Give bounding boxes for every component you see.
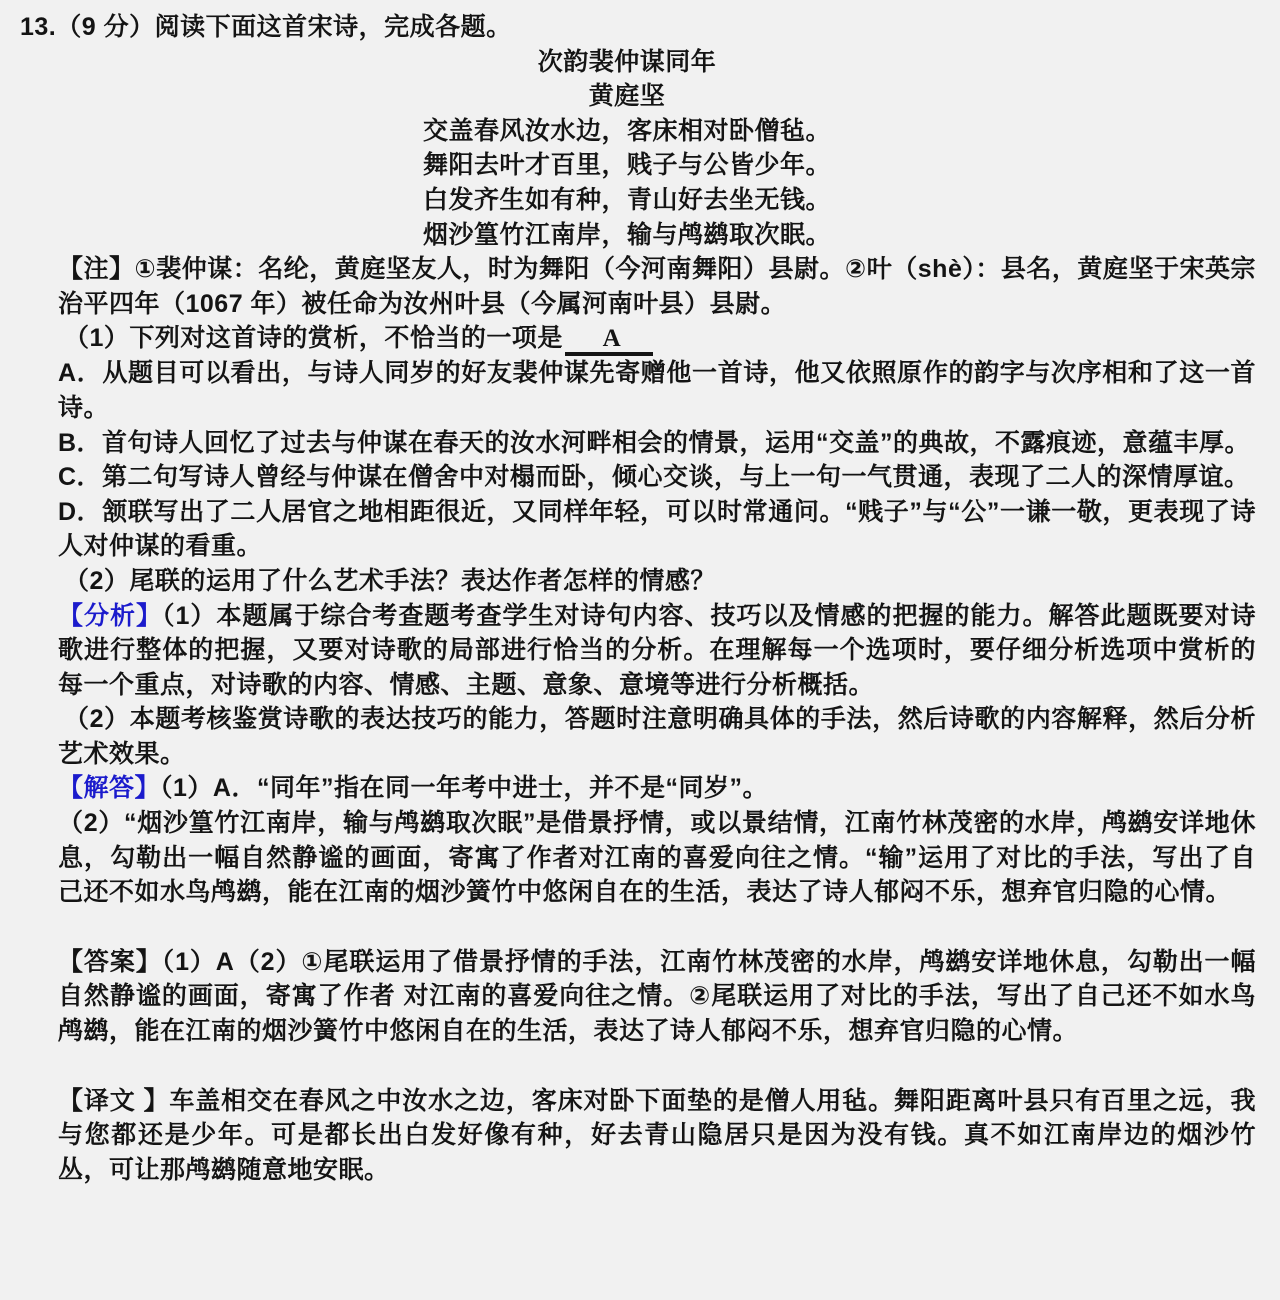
poem-note: 【注】①裴仲谋：名纶，黄庭坚友人，时为舞阳（今河南舞阳）县尉。②叶（shè）：县名，黄庭坚于宋英宗治平四年（1067 年）被任命为汝州叶县（今属河南叶县）县尉。 xyxy=(58,255,1256,318)
analysis-paragraph-2: （2）本题考核鉴赏诗歌的表达技巧的能力，答题时注意明确具体的手法，然后诗歌的内容解释，然后分析艺术效果。 xyxy=(58,705,1256,768)
question-number-header: 13.（9 分）阅读下面这首宋诗，完成各题。 xyxy=(20,13,512,41)
solution-paragraph-1 xyxy=(58,771,1256,806)
answer-blank: A xyxy=(565,326,653,356)
option-b: B．首句诗人回忆了过去与仲谋在春天的汝水河畔相会的情景，运用“交盖”的典故，不露痕迹，意蕴丰厚。 xyxy=(58,428,1251,457)
option-a: A．从题目可以看出，与诗人同岁的好友裴仲谋先寄赠他一首诗，他又依照原作的韵字与次序相和了这一首诗。 xyxy=(58,359,1256,422)
analysis-label: 【分析】 xyxy=(58,601,163,630)
option-c: C．第二句写诗人曾经与仲谋在僧舍中对榻而卧，倾心交谈，与上一句一气贯通，表现了二人的深情厚谊。 xyxy=(58,463,1250,492)
poem-block xyxy=(58,45,1196,253)
poem-line: 交盖春风汝水边，客床相对卧僧毡。 xyxy=(422,116,831,145)
solution-text-1: （1）A．“同年”指在同一年考中进士，并不是“同岁”。 xyxy=(160,774,768,803)
poem-title: 次韵裴仲谋同年 xyxy=(537,47,717,76)
sub-question-2-prompt: （2）尾联的运用了什么艺术手法？表达作者怎样的情感？ xyxy=(64,566,716,595)
final-answer-text: （1）A（2）①尾联运用了借景抒情的手法，江南竹林茂密的水岸，鸬鹚安详地休息，勾勒出一幅自然静谧的画面，寄寓了作者 对江南的喜爱向往之情。②尾联运用了对比的手法，写出了自己还不如水鸟鸬鹚，能在江南的烟沙簧竹中悠闲自在的生活，表达了诗人郁闷不乐，想弃官归隐的心情。 xyxy=(58,947,1256,1046)
poem-line: 烟沙篁竹江南岸，输与鸬鹚取次眠。 xyxy=(422,220,831,249)
final-answer-paragraph xyxy=(58,945,1256,1049)
solution-label: 【解答】 xyxy=(58,774,161,803)
analysis-paragraph-1 xyxy=(58,599,1256,703)
sub-question-1-text: （1）下列对这首诗的赏析，不恰当的一项是 xyxy=(64,324,563,353)
poem-author: 黄庭坚 xyxy=(588,82,666,111)
poem-line: 白发齐生如有种，青山好去坐无钱。 xyxy=(422,185,831,214)
translation-text: 车盖相交在春风之中汝水之边，客床对卧下面垫的是僧人用毡。舞阳距离叶县只有百里之远，我与您都还是少年。可是都长出白发好像有种，好去青山隐居只是因为没有钱。真不如江南岸边的烟沙竹丛，可让那鸬鹚随意地安眠。 xyxy=(58,1086,1256,1184)
translation-paragraph xyxy=(58,1084,1256,1188)
sub-question-1-prompt xyxy=(58,321,1256,356)
analysis-text-1: （1）本题属于综合考查题考查学生对诗句内容、技巧以及情感的把握的能力。解答此题既要对诗歌进行整体的把握，又要对诗歌的局部进行恰当的分析。在理解每一个选项时，要仔细分析选项中赏析的每一个重点，对诗歌的内容、情感、主题、意象、意境等进行分析概括。 xyxy=(58,601,1256,699)
option-d: D．颔联写出了二人居官之地相距很近，又同样年轻，可以时常通问。“贱子”与“公”一谦一敬，更表现了诗人对仲谋的看重。 xyxy=(58,497,1256,561)
poem-line: 舞阳去叶才百里，贱子与公皆少年。 xyxy=(422,151,831,180)
final-answer-label: 【答案】 xyxy=(58,947,162,976)
solution-paragraph-2: （2）“烟沙篁竹江南岸，输与鸬鹚取次眠”是借景抒情，或以景结情，江南竹林茂密的水岸，鸬鹚安详地休息，勾勒出一幅自然静谧的画面，寄寓了作者对江南的喜爱向往之情。“输”运用了对比的手法，写出了自己还不如水鸟鸬鹚，能在江南的烟沙簧竹中悠闲自在的生活，表达了诗人郁闷不乐，想弃官归隐的心情。 xyxy=(58,809,1256,907)
translation-label: 【译文 】 xyxy=(58,1086,170,1115)
